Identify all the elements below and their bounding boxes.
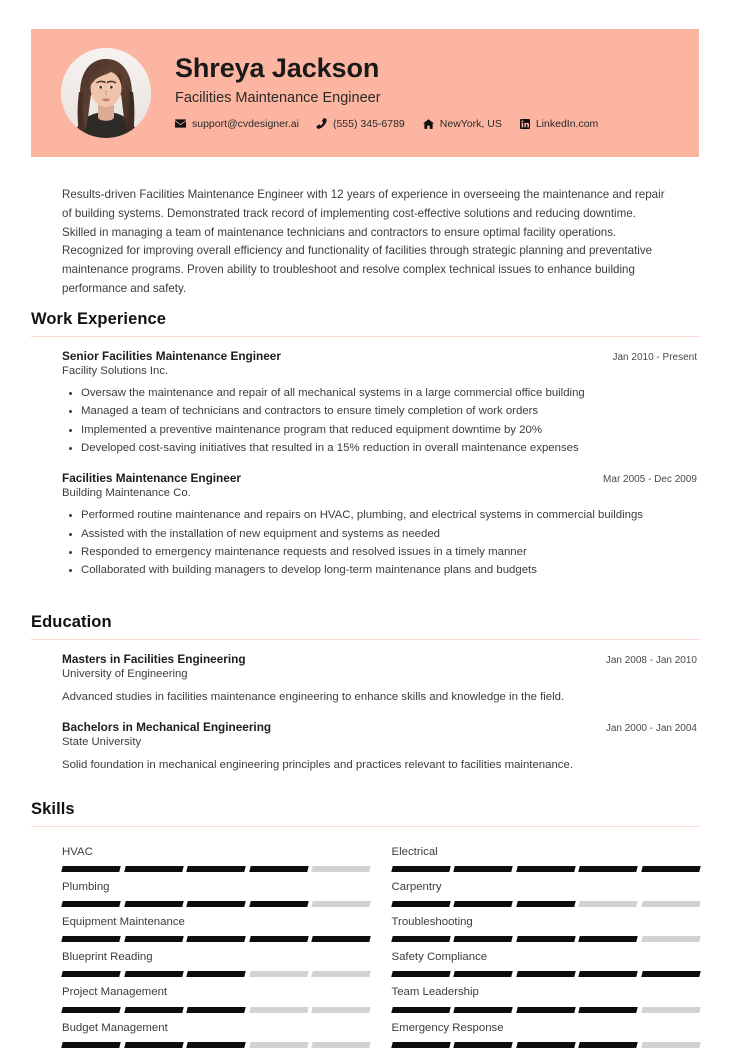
skill-segment-filled — [186, 936, 245, 942]
skill-level-bar — [392, 971, 700, 977]
skill-segment-filled — [391, 936, 450, 942]
header-text-block — [175, 54, 598, 131]
education-degree: Masters in Facilities Engineering — [62, 652, 246, 666]
skill-segment-empty — [249, 1042, 308, 1048]
phone-icon — [317, 118, 327, 129]
work-bullet: Implemented a preventive maintenance program that reduced equipment downtime by 20% — [81, 422, 697, 439]
skill-name: Equipment Maintenance — [62, 916, 185, 929]
skill-item — [392, 942, 700, 977]
skill-segment-empty — [311, 1042, 370, 1048]
section-skills — [31, 800, 699, 1048]
work-bullet: Oversaw the maintenance and repair of all mechanical systems in a large commercial office building — [81, 385, 697, 402]
work-entry-head — [62, 349, 697, 363]
skill-level-bar — [62, 901, 370, 907]
avatar — [61, 48, 151, 138]
education-entry-head — [62, 720, 697, 734]
skill-segment-filled — [453, 866, 512, 872]
skill-item — [392, 1013, 700, 1048]
skill-segment-filled — [249, 901, 308, 907]
skill-segment-filled — [61, 936, 120, 942]
skill-segment-filled — [516, 1007, 575, 1013]
skill-item — [392, 907, 700, 942]
skill-segment-filled — [516, 936, 575, 942]
section-title-skills: Skills — [31, 800, 75, 818]
skill-segment-filled — [186, 1007, 245, 1013]
skill-level-bar — [62, 866, 370, 872]
home-icon — [423, 119, 434, 129]
work-bullets — [62, 507, 697, 579]
skill-level-bar — [62, 1042, 370, 1048]
skill-segment-filled — [578, 971, 637, 977]
work-company: Building Maintenance Co. — [62, 487, 191, 500]
education-entry — [31, 720, 699, 774]
contact-linkedin-text: LinkedIn.com — [535, 117, 599, 130]
skill-segment-filled — [516, 866, 575, 872]
skill-segment-empty — [249, 1007, 308, 1013]
education-description: Solid foundation in mechanical engineering principles and practices relevant to facilities maintenance. — [62, 759, 573, 772]
contact-location[interactable] — [423, 118, 502, 130]
skill-segment-empty — [311, 866, 370, 872]
skills-grid — [31, 837, 699, 1048]
skill-segment-empty — [578, 901, 637, 907]
skill-segment-filled — [453, 901, 512, 907]
work-entry-head — [62, 471, 697, 485]
work-position: Senior Facilities Maintenance Engineer — [62, 349, 281, 363]
skill-item — [392, 977, 700, 1012]
avatar-photo — [61, 48, 151, 138]
education-date: Jan 2008 - Jan 2010 — [605, 655, 697, 666]
work-position: Facilities Maintenance Engineer — [62, 471, 241, 486]
skill-segment-filled — [453, 936, 512, 942]
work-bullet: Managed a team of technicians and contractors to ensure timely completion of work orders — [81, 403, 697, 420]
work-bullet: Assisted with the installation of new equipment and systems as needed — [81, 526, 697, 543]
education-entry — [31, 652, 699, 706]
skill-segment-empty — [641, 901, 700, 907]
education-entry-head — [62, 652, 697, 666]
skill-level-bar — [62, 1007, 370, 1013]
skill-name: Team Leadership — [391, 986, 479, 999]
contact-email[interactable] — [175, 118, 299, 130]
work-company: Facility Solutions Inc. — [62, 365, 169, 377]
skill-segment-empty — [249, 971, 308, 977]
skill-segment-filled — [391, 1042, 450, 1048]
skill-name: Emergency Response — [391, 1021, 504, 1034]
skill-name: Electrical — [391, 846, 438, 858]
skill-segment-filled — [61, 901, 120, 907]
work-entry — [31, 349, 699, 457]
skill-segment-filled — [124, 866, 183, 872]
skill-segment-filled — [578, 936, 637, 942]
skill-segment-filled — [391, 901, 450, 907]
skill-segment-filled — [124, 1042, 183, 1048]
skill-segment-filled — [641, 971, 700, 977]
candidate-name: Shreya Jackson — [175, 53, 380, 84]
skill-segment-filled — [453, 1007, 512, 1013]
skill-segment-filled — [578, 1042, 637, 1048]
skill-segment-filled — [186, 1042, 245, 1048]
skill-item — [62, 872, 370, 907]
skill-level-bar — [392, 936, 700, 942]
skill-name: Safety Compliance — [391, 951, 488, 964]
skill-segment-filled — [61, 971, 120, 977]
education-school: State University — [62, 736, 142, 749]
skill-level-bar — [392, 901, 700, 907]
resume-header — [31, 29, 699, 157]
skill-segment-filled — [516, 971, 575, 977]
skill-name: Troubleshooting — [391, 916, 473, 929]
skill-level-bar — [392, 1042, 700, 1048]
contact-list — [175, 118, 598, 130]
skill-segment-filled — [186, 971, 245, 977]
section-divider — [31, 826, 699, 827]
skill-item — [62, 977, 370, 1012]
contact-phone[interactable] — [317, 118, 405, 130]
contact-phone-text: (555) 345-6789 — [332, 117, 405, 130]
candidate-job-title: Facilities Maintenance Engineer — [175, 90, 381, 107]
section-title-work-experience: Work Experience — [31, 310, 167, 328]
skill-segment-filled — [391, 1007, 450, 1013]
skill-segment-filled — [578, 1007, 637, 1013]
work-bullets — [62, 385, 697, 457]
skill-segment-filled — [124, 971, 183, 977]
section-divider — [31, 639, 699, 640]
linkedin-icon — [520, 119, 530, 129]
skill-item — [62, 837, 370, 872]
skill-segment-empty — [641, 1007, 700, 1013]
skill-segment-empty — [641, 936, 700, 942]
skill-segment-filled — [578, 866, 637, 872]
skill-item — [392, 872, 700, 907]
skill-segment-filled — [311, 936, 370, 942]
skill-name: Blueprint Reading — [62, 951, 153, 964]
skill-segment-empty — [641, 1042, 700, 1048]
skill-name: Carpentry — [391, 881, 442, 894]
skill-segment-filled — [61, 1042, 120, 1048]
skill-level-bar — [392, 866, 700, 872]
skill-segment-filled — [186, 866, 245, 872]
skill-segment-filled — [516, 1042, 575, 1048]
skill-segment-empty — [311, 971, 370, 977]
skill-segment-filled — [61, 866, 120, 872]
section-education — [31, 613, 699, 774]
skill-level-bar — [62, 936, 370, 942]
contact-linkedin[interactable] — [520, 118, 598, 130]
work-bullet: Responded to emergency maintenance requests and resolved issues in a timely manner — [81, 544, 697, 561]
contact-location-text: NewYork, US — [439, 117, 502, 130]
education-date: Jan 2000 - Jan 2004 — [605, 723, 697, 735]
work-bullet: Performed routine maintenance and repairs on HVAC, plumbing, and electrical systems in commercial buildings — [81, 507, 697, 524]
skill-segment-filled — [61, 1007, 120, 1013]
skill-segment-filled — [641, 866, 700, 872]
work-bullet: Collaborated with building managers to develop long-term maintenance plans and budgets — [81, 562, 697, 579]
section-divider — [31, 336, 699, 337]
section-work-experience — [31, 310, 699, 581]
skill-name: Plumbing — [62, 881, 110, 894]
skill-segment-filled — [453, 971, 512, 977]
skill-level-bar — [392, 1007, 700, 1013]
skill-segment-filled — [516, 901, 575, 907]
contact-email-text: support@cvdesigner.ai — [192, 117, 299, 130]
skill-segment-filled — [391, 971, 450, 977]
skill-item — [392, 837, 700, 872]
education-description: Advanced studies in facilities maintenance engineering to enhance skills and knowledge in the field. — [62, 691, 565, 703]
skill-segment-filled — [453, 1042, 512, 1048]
work-date: Jan 2010 - Present — [612, 352, 697, 363]
skill-segment-filled — [186, 901, 245, 907]
skill-segment-filled — [249, 936, 308, 942]
skill-level-bar — [62, 971, 370, 977]
envelope-icon — [175, 119, 186, 128]
section-title-education: Education — [31, 613, 112, 631]
skill-item — [62, 942, 370, 977]
skill-name: Project Management — [62, 986, 168, 999]
skill-item — [62, 1013, 370, 1048]
skill-segment-filled — [249, 866, 308, 872]
skill-segment-filled — [124, 901, 183, 907]
skill-segment-empty — [311, 1007, 370, 1013]
skill-segment-filled — [391, 866, 450, 872]
professional-summary: Results-driven Facilities Maintenance Engineer with 12 years of experience in overseeing the maintenance and repair of building systems. Demonstrated track record of implementing cost-effective solutions and reducing downtime. Skilled in managing a team of maintenance technicians and contractors to ensure optimal facility operations. Recognized for improving overall efficiency and functionality of facilities through strategic planning and preventative maintenance programs. Proven ability to troubleshoot and resolve complex technical issues to enhance building performance and safety. — [62, 188, 665, 295]
skill-segment-filled — [124, 936, 183, 942]
education-school: University of Engineering — [62, 668, 188, 680]
education-degree: Bachelors in Mechanical Engineering — [62, 720, 272, 735]
skill-name: Budget Management — [62, 1021, 168, 1034]
work-bullet: Developed cost-saving initiatives that resulted in a 15% reduction in overall maintenance expenses — [81, 440, 697, 457]
skill-segment-filled — [124, 1007, 183, 1013]
skill-name: HVAC — [62, 846, 93, 858]
skill-item — [62, 907, 370, 942]
skill-segment-empty — [311, 901, 370, 907]
work-entry — [31, 471, 699, 579]
work-date: Mar 2005 - Dec 2009 — [603, 474, 697, 486]
